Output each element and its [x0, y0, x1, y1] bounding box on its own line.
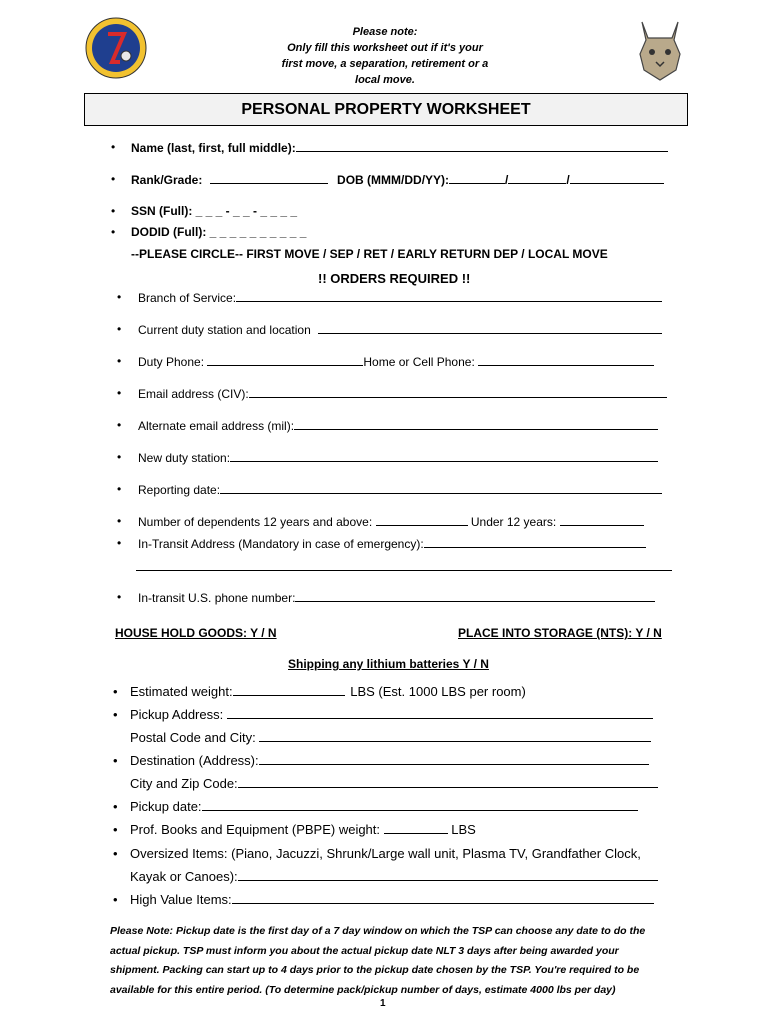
- bullet: •: [113, 892, 118, 907]
- dob-month-line[interactable]: [449, 172, 505, 184]
- bullet: •: [117, 482, 122, 496]
- ssn-field[interactable]: SSN (Full): _ _ _ - _ _ - _ _ _ _: [131, 204, 298, 218]
- note-line-3: first move, a separation, retirement or a: [281, 58, 489, 70]
- dob-year-line[interactable]: [570, 172, 664, 184]
- name-field[interactable]: [131, 140, 668, 155]
- bullet: •: [111, 204, 116, 218]
- lynx-mascot-logo: [632, 14, 688, 84]
- oversized-items-label: Oversized Items: (Piano, Jacuzzi, Shrunk/Large wall unit, Plasma TV, Grandfather Clock,: [130, 846, 641, 861]
- pickup-note: Please Note: Pickup date is the first day of a 7 day window on which the TSP can choose any date to do the actual pickup. TSP must inform you about the actual pickup date NLT 3 days after being awarded your shipment. Packing can start up to 4 days prior to the pickup date chosen by the TSP. You're required to be available for this entire period. (To determine pack/pickup number of days, estimate 4000 lbs per day): [110, 925, 646, 996]
- transit-phone-input-line[interactable]: [295, 590, 655, 602]
- weight-unit: LBS (Est. 1000 LBS per room): [350, 684, 526, 699]
- transit-address-input-line[interactable]: [424, 536, 646, 548]
- under12-label: Under 12 years:: [470, 515, 557, 529]
- email-civ-label: Email address (CIV):: [138, 387, 249, 401]
- city-zip-field[interactable]: [130, 776, 658, 791]
- home-phone-input-line[interactable]: [478, 354, 654, 366]
- high-value-input-line[interactable]: [232, 892, 654, 904]
- rank-label: Rank/Grade:: [131, 173, 203, 187]
- squadron-emblem-logo: [84, 16, 148, 80]
- duty-phone-label: Duty Phone:: [138, 355, 205, 369]
- dependents-input-line[interactable]: [376, 514, 468, 526]
- pickup-address-label: Pickup Address:: [130, 707, 224, 722]
- bullet: •: [111, 140, 116, 154]
- page-title: PERSONAL PROPERTY WORKSHEET: [84, 93, 688, 126]
- branch-input-line[interactable]: [236, 290, 662, 302]
- note-line-4: local move.: [355, 74, 415, 86]
- under12-input-line[interactable]: [560, 514, 644, 526]
- note-line-2: Only fill this worksheet out if it's your: [287, 42, 483, 54]
- branch-label: Branch of Service:: [138, 291, 237, 305]
- rank-input-line[interactable]: [210, 172, 328, 184]
- oversized-input-line[interactable]: [238, 869, 658, 881]
- city-zip-input-line[interactable]: [238, 776, 658, 788]
- bullet: •: [111, 172, 116, 186]
- note-line-1: Please note:: [352, 26, 418, 38]
- bullet: •: [111, 225, 116, 239]
- bullet: •: [113, 753, 118, 768]
- destination-input-line[interactable]: [259, 753, 649, 765]
- weight-label: Estimated weight:: [130, 684, 233, 699]
- city-zip-label: City and Zip Code:: [130, 776, 238, 791]
- postal-city-field[interactable]: [130, 730, 651, 745]
- oversized-items-field[interactable]: [130, 869, 658, 884]
- pickup-date-input-line[interactable]: [202, 799, 638, 811]
- orders-required: !! ORDERS REQUIRED !!: [318, 271, 471, 286]
- email-mil-label: Alternate email address (mil):: [138, 419, 295, 433]
- branch-field[interactable]: [138, 290, 662, 305]
- dependents-field[interactable]: [138, 514, 644, 529]
- pickup-date-field[interactable]: [130, 799, 638, 814]
- pbpe-label: Prof. Books and Equipment (PBPE) weight:: [130, 822, 381, 837]
- email-civ-input-line[interactable]: [249, 386, 667, 398]
- home-phone-label: Home or Cell Phone:: [363, 355, 475, 369]
- bullet: •: [113, 799, 118, 814]
- dob-day-line[interactable]: [508, 172, 566, 184]
- bullet: •: [113, 684, 118, 699]
- new-station-input-line[interactable]: [230, 450, 658, 462]
- transit-address-field[interactable]: [138, 536, 646, 551]
- bullet: •: [117, 536, 122, 550]
- header-note: [250, 24, 520, 88]
- pbpe-unit: LBS: [451, 822, 476, 837]
- high-value-label: High Value Items:: [130, 892, 232, 907]
- new-station-field[interactable]: [138, 450, 658, 465]
- household-goods-choice[interactable]: HOUSE HOLD GOODS: Y / N: [115, 626, 277, 640]
- postal-city-label: Postal Code and City:: [130, 730, 256, 745]
- bullet: •: [117, 514, 122, 528]
- name-input-line[interactable]: [296, 140, 668, 152]
- pickup-date-label: Pickup date:: [130, 799, 202, 814]
- bullet: •: [117, 290, 122, 304]
- email-mil-input-line[interactable]: [294, 418, 658, 430]
- high-value-field[interactable]: [130, 892, 654, 907]
- estimated-weight-field[interactable]: [130, 684, 526, 699]
- storage-nts-choice[interactable]: PLACE INTO STORAGE (NTS): Y / N: [458, 626, 662, 640]
- bullet: •: [117, 322, 122, 336]
- postal-city-input-line[interactable]: [259, 730, 651, 742]
- dependents-label: Number of dependents 12 years and above:: [138, 515, 373, 529]
- reporting-label: Reporting date:: [138, 483, 221, 497]
- destination-field[interactable]: [130, 753, 649, 768]
- move-type-circle[interactable]: --PLEASE CIRCLE-- FIRST MOVE / SEP / RET / EARLY RETURN DEP / LOCAL MOVE: [131, 247, 608, 261]
- bullet: •: [117, 386, 122, 400]
- transit-phone-label: In-transit U.S. phone number:: [138, 591, 296, 605]
- pbpe-input-line[interactable]: [384, 822, 448, 834]
- page-number: 1: [380, 998, 386, 1009]
- pickup-address-field[interactable]: [130, 707, 653, 722]
- oversized-label-2: Kayak or Canoes):: [130, 869, 238, 884]
- pbpe-weight-field[interactable]: [130, 822, 476, 837]
- email-mil-field[interactable]: [138, 418, 658, 433]
- reporting-date-field[interactable]: [138, 482, 662, 497]
- dodid-field[interactable]: DODID (Full): _ _ _ _ _ _ _ _ _ _: [131, 225, 307, 239]
- new-station-label: New duty station:: [138, 451, 231, 465]
- current-station-input-line[interactable]: [318, 322, 662, 334]
- reporting-input-line[interactable]: [220, 482, 662, 494]
- email-civ-field[interactable]: [138, 386, 667, 401]
- bullet: •: [113, 707, 118, 722]
- transit-address-line-2[interactable]: [136, 570, 672, 571]
- transit-address-label: In-Transit Address (Mandatory in case of emergency):: [138, 537, 424, 551]
- pickup-address-input-line[interactable]: [227, 707, 653, 719]
- bullet: •: [117, 590, 122, 604]
- transit-phone-field[interactable]: [138, 590, 655, 605]
- current-station-label: Current duty station and location: [138, 323, 311, 337]
- destination-label: Destination (Address):: [130, 753, 259, 768]
- weight-input-line[interactable]: [233, 684, 345, 696]
- phone-field[interactable]: [138, 354, 654, 369]
- current-station-field[interactable]: [138, 322, 662, 337]
- bullet: •: [117, 450, 122, 464]
- duty-phone-input-line[interactable]: [207, 354, 363, 366]
- bullet: •: [113, 822, 118, 837]
- name-label: Name (last, first, full middle):: [131, 141, 296, 155]
- dob-label: DOB (MMM/DD/YY):: [337, 173, 450, 187]
- bullet: •: [117, 354, 122, 368]
- rank-dob-field[interactable]: Rank/Grade: DOB (MMM/DD/YY): / /: [131, 172, 664, 187]
- lithium-batteries-choice[interactable]: Shipping any lithium batteries Y / N: [288, 657, 489, 671]
- bullet: •: [117, 418, 122, 432]
- bullet: •: [113, 846, 118, 861]
